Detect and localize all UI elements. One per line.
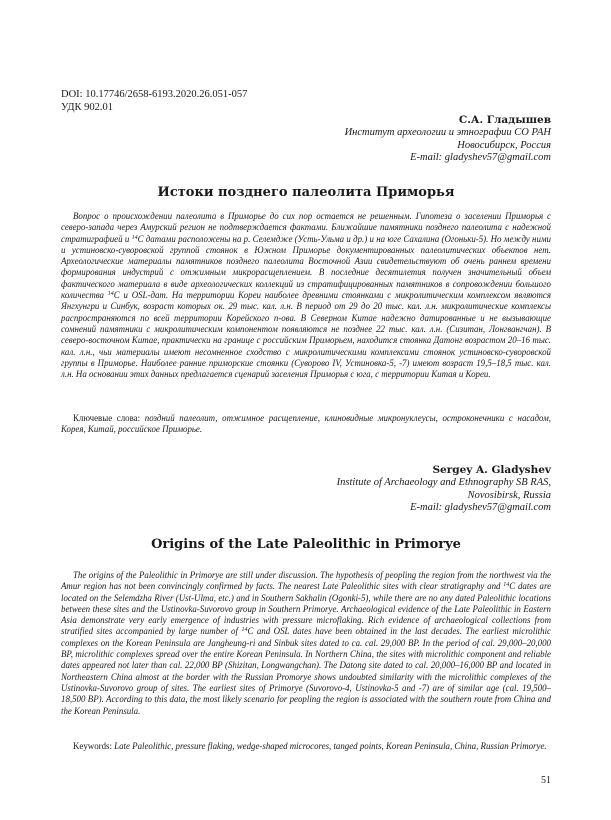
- affiliation-ru: Институт археологии и этнографии СО РАН: [344, 127, 551, 138]
- superscript: 14: [131, 234, 138, 241]
- author-block-ru: [345, 113, 551, 165]
- email-en: E-mail: gladyshev57@gmail.com: [410, 502, 551, 513]
- page-number: 51: [541, 775, 551, 786]
- keywords-values-ru: поздний палеолит, отжимное расщепление, клиновидные микронуклеусы, остроконечники с насадом, Корея, Китай, российское Приморье.: [61, 413, 552, 435]
- abstract-en: [61, 570, 551, 717]
- author-name-en: Sergey A. Gladyshev: [432, 464, 551, 476]
- keywords-values-en: Late Paleolithic, pressure flaking, wedge-shaped microcores, tanged points, Korean Peninsula, China, Russian Primorye.: [114, 741, 547, 751]
- keywords-en: [61, 741, 551, 752]
- city-en: Novosibirsk, Russia: [467, 489, 551, 501]
- author-name-ru: С.А. Гладышев: [458, 114, 551, 126]
- article-title-ru: Истоки позднего палеолита Приморья: [157, 185, 455, 200]
- udk-code: УДК 902.01: [61, 101, 114, 113]
- abstract-en-text-1: The origins of the Paleolithic in Primorye are still under discussion. The hypothesis of peopling the region from the northwest via the Amur region has not been convincingly confirmed by facts. The nearest Late Paleolithic sites with clear stratigraphy and: [61, 570, 551, 592]
- affiliation-en: Institute of Archaeology and Ethnography SB RAS,: [336, 477, 551, 488]
- email-ru: E-mail: gladyshev57@gmail.com: [410, 152, 551, 163]
- city-ru: Новосибирск, Россия: [457, 139, 551, 151]
- abstract-ru-text-1: Вопрос о происхождении палеолита в Приморье до сих пор остается не решенным. Гипотеза о заселении Приморья с северо-запада через Амурский регион не подтверждается фактами. Ближайшие памятники позднего палеолита с надежной стратиграфией и: [61, 211, 551, 244]
- abstract-en-text-3: C and OSL dates have been obtained in the last decades. The earliest microlithic complexes on the Korean Peninsula are Jangheung-ri and Sinbuk sites dated to ca. cal. 29,000 BP. In the period of cal. 29,000–20,000 BP, microlithic complexes spread over the entire Korean Peninsula. In Northern China, the sites with microlithic component and reliable dates appeared not later than cal. 22,000 BP (Shizitan, Longwangchan). The Datong site dated to cal. 20,000–16,000 BP and located in Northeastern China almost at the border with the Russian Promorye shows undoubted similarity with the microlithic complexes of the Ustinovka-Suvorovo group of sites. The earliest sites of Primorye (Suvorovo-4, Ustinovka-5 and -7) are of similar age (cal. 19,500–18,500 BP). According to this data, the most likely scenario for peopling the region is associated with the southern route from China and the Korean Peninsula.: [61, 626, 551, 716]
- author-block-en: [337, 463, 551, 515]
- keywords-label-en: Keywords:: [73, 741, 115, 751]
- superscript: 14: [107, 291, 114, 298]
- abstract-ru-text-2: С датами расположены на р. Селемдже (Усть-Ульма и др.) и на юге Сахалина (Огоньки-5). Но между ними и устиновско-суворовской группой стоянок в Южном Приморье документированных палеолитических объектов нет. Археологические материалы памятников позднего палеолита Восточной Азии свидетельствуют об очень раннем времени формирования индустрий с отжимным микрорасщеплением. В последние десятилетия получен значительный объем фактического материала в виде археологических коллекций из стратифицированных памятников в сопровождении большого количества: [61, 233, 551, 301]
- abstract-en-text-2: C dates are located on the Selemdzha River (Ust-Ulma, etc.) and in Southern Sakhalin (Ogonki-5), while there are no any dated Paleolithic locations between these sites and the Ustinovka-Suvorovo group in Southern Primorye. Archaeological evidence of the Late Paleolithic in Eastern Asia demonstrate very early emergence of industries with pressure microflaking. Rich evidence of archaeological collections from stratified sites accompanied by large number of: [61, 581, 552, 637]
- abstract-ru-text-3: С и OSL-дат. На территории Кореи наиболее древними стоянками с микролитическим комплексом являются Янгхунгри и Синбук, возраст которых ок. 29 тыс. кал. л.н. В период от 29 до 20 тыс. кал. л.н. микролитические комплексы распространяются по всей территории Корейского п-ова. В Северном Китае надежно датированные и не вызывающие сомнений памятники с микролитическим компонентом появляются не позднее 22 тыс. кал. л.н. (Сизитан, Лонгвангчан). В северо-восточном Китае, практически на границе с российским Приморьем, находится стоянка Датонг возрастом 20–16 тыс. кал. л.н., чьи материалы имеют несомненное сходство с микролитическими комплексами стоянок устиновско-суворовской группы в Приморье. Наиболее ранние приморские стоянки (Суворово IV, Устиновка-5, -7) имеют возраст 19,5–18,5 тыс. кал. л.н. На основании этих данных предлагается сценарий заселения Приморья с юга, с территории Китая и Кореи.: [61, 290, 551, 380]
- keywords-label-ru: Ключевые слова:: [73, 413, 145, 423]
- superscript: 14: [241, 627, 248, 634]
- abstract-ru: [61, 211, 551, 380]
- doi: DOI: 10.17746/2658-6193.2020.26.051-057: [61, 89, 248, 100]
- article-meta: [61, 89, 247, 114]
- keywords-ru: [61, 413, 551, 436]
- article-title-en: Origins of the Late Paleolithic in Primorye: [151, 537, 461, 552]
- superscript: 14: [503, 582, 510, 589]
